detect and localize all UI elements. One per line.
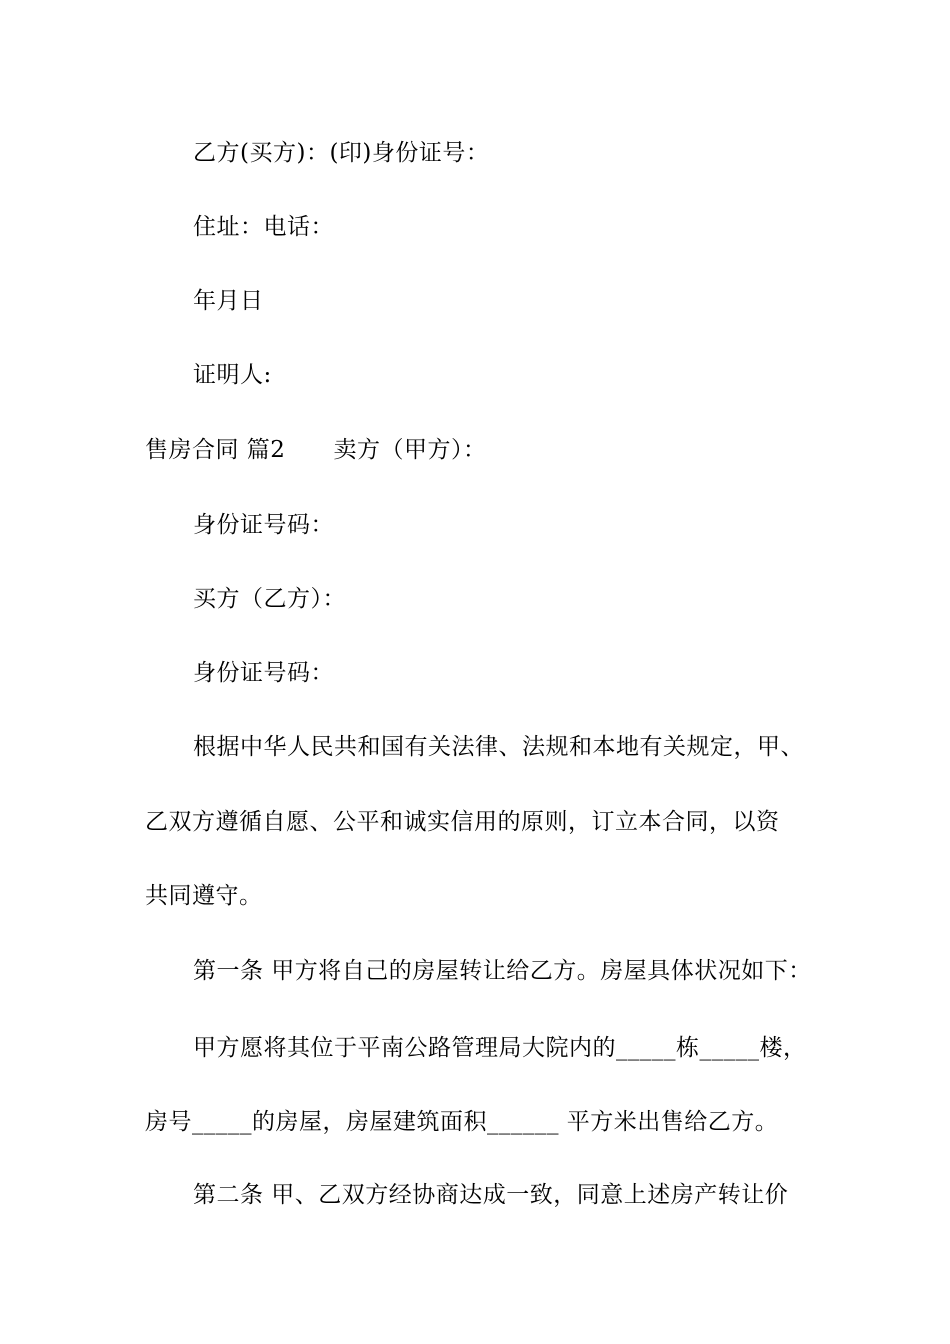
buyer-id-line: 身份证号码：	[193, 660, 334, 686]
seller-id-line: 身份证号码：	[193, 512, 334, 538]
preamble-line-2: 乙双方遵循自愿、公平和诚实信用的原则，订立本合同，以资	[145, 809, 780, 835]
buyer-party-label: 买方（乙方）：	[193, 586, 346, 612]
preamble-line-3: 共同遵守。	[145, 883, 263, 909]
property-location-line: 甲方愿将其位于平南公路管理局大院内的_____栋_____楼，	[193, 1035, 807, 1061]
buyer-party-line: 乙方(买方)：(印)身份证号：	[193, 140, 490, 166]
property-area-line: 房号_____的房屋，房屋建筑面积______ 平方米出售给乙方。	[145, 1109, 779, 1135]
article-1-line: 第一条 甲方将自己的房屋转让给乙方。房屋具体状况如下：	[193, 958, 812, 984]
preamble-line-1: 根据中华人民共和国有关法律、法规和本地有关规定，甲、	[193, 734, 804, 760]
contract-heading-line	[145, 435, 486, 465]
seller-party-label: 卖方（甲方）：	[333, 437, 487, 463]
contract-title: 售房合同 篇2	[145, 437, 286, 463]
witness-line: 证明人:	[193, 362, 272, 388]
date-line: 年月日	[193, 288, 264, 314]
address-phone-line: 住址：电话：	[193, 214, 334, 240]
article-2-line: 第二条 甲、乙双方经协商达成一致，同意上述房产转让价	[193, 1182, 789, 1208]
